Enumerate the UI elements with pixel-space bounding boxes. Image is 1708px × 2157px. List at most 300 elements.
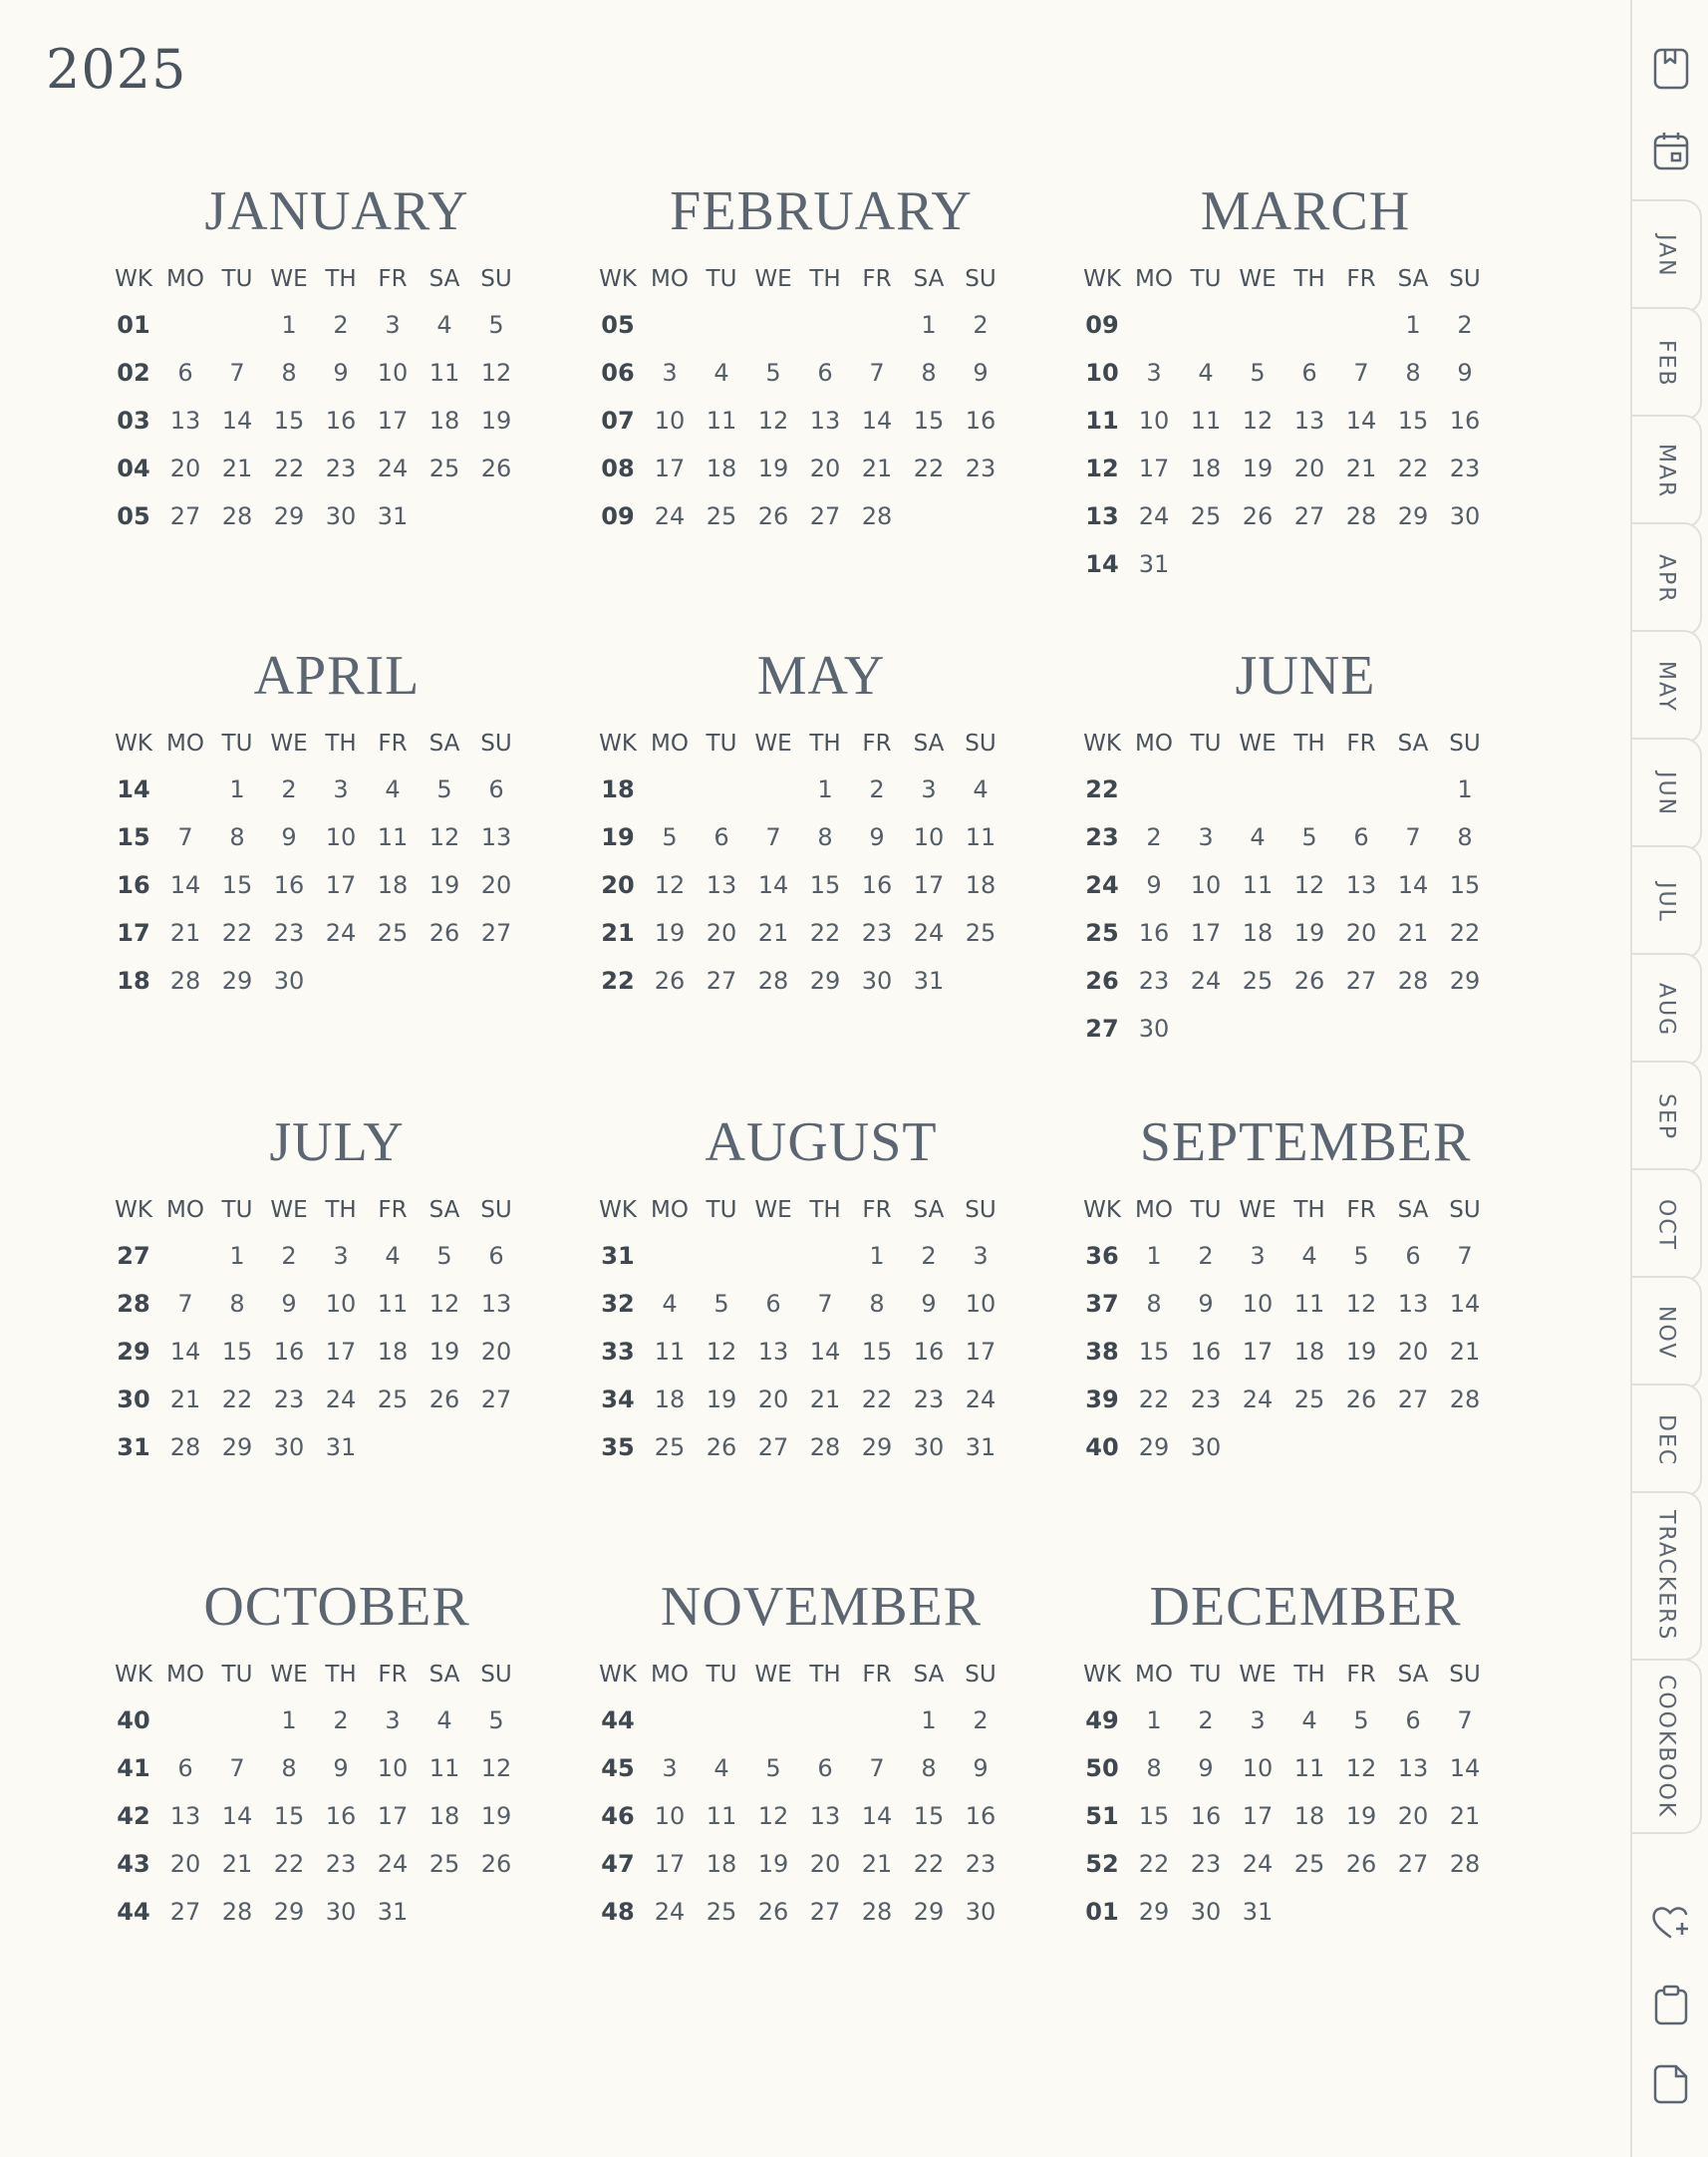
tab-cookbook[interactable]: [1632, 1659, 1702, 1834]
day-cell[interactable]: 1: [229, 1242, 245, 1270]
day-cell[interactable]: 18: [1293, 1802, 1325, 1830]
day-cell[interactable]: 1: [1146, 1706, 1162, 1734]
day-cell[interactable]: 12: [1345, 1290, 1377, 1318]
day-cell[interactable]: 23: [1449, 455, 1481, 482]
day-cell[interactable]: 19: [428, 1338, 460, 1366]
day-cell[interactable]: 24: [377, 1850, 409, 1878]
day-cell[interactable]: 23: [1190, 1386, 1222, 1413]
day-cell[interactable]: 28: [221, 502, 253, 530]
day-cell[interactable]: 14: [809, 1338, 841, 1366]
day-cell[interactable]: 9: [1198, 1754, 1214, 1782]
day-cell[interactable]: 17: [1190, 919, 1222, 947]
day-cell[interactable]: 29: [221, 967, 253, 995]
day-cell[interactable]: 5: [488, 1706, 504, 1734]
day-cell[interactable]: 19: [1242, 455, 1274, 482]
day-cell[interactable]: 5: [1353, 1242, 1369, 1270]
day-cell[interactable]: 3: [333, 775, 349, 803]
day-cell[interactable]: 26: [428, 919, 460, 947]
day-cell[interactable]: 3: [1250, 1706, 1266, 1734]
tab-trackers[interactable]: [1632, 1491, 1702, 1661]
day-cell[interactable]: 4: [436, 1706, 452, 1734]
day-cell[interactable]: 28: [757, 967, 789, 995]
day-cell[interactable]: 11: [1242, 871, 1274, 899]
day-cell[interactable]: 24: [1242, 1850, 1274, 1878]
day-cell[interactable]: 28: [861, 1898, 893, 1926]
day-cell[interactable]: 19: [706, 1386, 737, 1413]
day-cell[interactable]: 21: [1449, 1802, 1481, 1830]
day-cell[interactable]: 6: [817, 359, 833, 387]
day-cell[interactable]: 3: [662, 359, 678, 387]
day-cell[interactable]: 8: [1146, 1290, 1162, 1318]
day-cell[interactable]: 22: [221, 1386, 253, 1413]
day-cell[interactable]: 3: [662, 1754, 678, 1782]
day-cell[interactable]: 3: [385, 1706, 401, 1734]
day-cell[interactable]: 28: [1449, 1386, 1481, 1413]
day-cell[interactable]: 27: [480, 1386, 512, 1413]
day-cell[interactable]: 13: [706, 871, 737, 899]
day-cell[interactable]: 19: [654, 919, 686, 947]
day-cell[interactable]: 20: [757, 1386, 789, 1413]
day-cell[interactable]: 17: [1242, 1338, 1274, 1366]
day-cell[interactable]: 31: [377, 1898, 409, 1926]
day-cell[interactable]: 12: [757, 407, 789, 435]
day-cell[interactable]: 19: [1293, 919, 1325, 947]
day-cell[interactable]: 2: [973, 1706, 989, 1734]
day-cell[interactable]: 31: [377, 502, 409, 530]
day-cell[interactable]: 20: [480, 1338, 512, 1366]
day-cell[interactable]: 20: [706, 919, 737, 947]
day-cell[interactable]: 27: [809, 502, 841, 530]
day-cell[interactable]: 7: [869, 359, 885, 387]
day-cell[interactable]: 16: [325, 1802, 357, 1830]
day-cell[interactable]: 22: [913, 455, 945, 482]
day-cell[interactable]: 17: [1138, 455, 1170, 482]
day-cell[interactable]: 12: [480, 359, 512, 387]
day-cell[interactable]: 6: [1405, 1242, 1421, 1270]
day-cell[interactable]: 16: [1138, 919, 1170, 947]
tab-sep[interactable]: [1632, 1061, 1702, 1174]
day-cell[interactable]: 7: [177, 823, 193, 851]
day-cell[interactable]: 7: [869, 1754, 885, 1782]
day-cell[interactable]: 14: [861, 1802, 893, 1830]
day-cell[interactable]: 27: [1345, 967, 1377, 995]
day-cell[interactable]: 4: [1301, 1706, 1317, 1734]
day-cell[interactable]: 29: [913, 1898, 945, 1926]
day-cell[interactable]: 8: [921, 1754, 937, 1782]
day-cell[interactable]: 21: [809, 1386, 841, 1413]
day-cell[interactable]: 28: [861, 502, 893, 530]
day-cell[interactable]: 3: [333, 1242, 349, 1270]
day-cell[interactable]: 4: [973, 775, 989, 803]
day-cell[interactable]: 13: [1397, 1754, 1429, 1782]
tab-jan[interactable]: [1632, 199, 1702, 313]
day-cell[interactable]: 24: [965, 1386, 996, 1413]
day-cell[interactable]: 21: [1397, 919, 1429, 947]
day-cell[interactable]: 9: [921, 1290, 937, 1318]
day-cell[interactable]: 16: [273, 1338, 305, 1366]
bookmark-icon[interactable]: [1650, 48, 1692, 90]
day-cell[interactable]: 6: [713, 823, 729, 851]
day-cell[interactable]: 8: [229, 1290, 245, 1318]
day-cell[interactable]: 8: [229, 823, 245, 851]
day-cell[interactable]: 11: [428, 359, 460, 387]
day-cell[interactable]: 6: [488, 775, 504, 803]
day-cell[interactable]: 9: [1146, 871, 1162, 899]
day-cell[interactable]: 15: [913, 407, 945, 435]
day-cell[interactable]: 31: [913, 967, 945, 995]
day-cell[interactable]: 9: [973, 1754, 989, 1782]
day-cell[interactable]: 23: [913, 1386, 945, 1413]
day-cell[interactable]: 15: [273, 1802, 305, 1830]
day-cell[interactable]: 23: [325, 455, 357, 482]
day-cell[interactable]: 4: [713, 359, 729, 387]
day-cell[interactable]: 15: [221, 871, 253, 899]
day-cell[interactable]: 13: [757, 1338, 789, 1366]
day-cell[interactable]: 5: [488, 311, 504, 339]
day-cell[interactable]: 24: [1190, 967, 1222, 995]
day-cell[interactable]: 24: [325, 919, 357, 947]
day-cell[interactable]: 10: [654, 407, 686, 435]
day-cell[interactable]: 4: [662, 1290, 678, 1318]
day-cell[interactable]: 6: [488, 1242, 504, 1270]
day-cell[interactable]: 20: [1345, 919, 1377, 947]
day-cell[interactable]: 16: [965, 407, 996, 435]
day-cell[interactable]: 2: [1198, 1706, 1214, 1734]
day-cell[interactable]: 10: [1242, 1290, 1274, 1318]
day-cell[interactable]: 19: [757, 1850, 789, 1878]
day-cell[interactable]: 26: [480, 455, 512, 482]
day-cell[interactable]: 31: [1242, 1898, 1274, 1926]
day-cell[interactable]: 30: [913, 1433, 945, 1461]
day-cell[interactable]: 22: [1138, 1386, 1170, 1413]
day-cell[interactable]: 10: [325, 823, 357, 851]
day-cell[interactable]: 3: [973, 1242, 989, 1270]
day-cell[interactable]: 20: [1293, 455, 1325, 482]
day-cell[interactable]: 21: [757, 919, 789, 947]
day-cell[interactable]: 7: [765, 823, 781, 851]
day-cell[interactable]: 13: [1345, 871, 1377, 899]
day-cell[interactable]: 12: [480, 1754, 512, 1782]
day-cell[interactable]: 29: [809, 967, 841, 995]
day-cell[interactable]: 8: [1146, 1754, 1162, 1782]
day-cell[interactable]: 4: [385, 1242, 401, 1270]
day-cell[interactable]: 1: [1457, 775, 1473, 803]
day-cell[interactable]: 27: [169, 502, 201, 530]
day-cell[interactable]: 25: [706, 502, 737, 530]
day-cell[interactable]: 29: [221, 1433, 253, 1461]
day-cell[interactable]: 30: [861, 967, 893, 995]
day-cell[interactable]: 23: [1190, 1850, 1222, 1878]
day-cell[interactable]: 26: [428, 1386, 460, 1413]
heart-plus-icon[interactable]: [1650, 1902, 1692, 1944]
day-cell[interactable]: 11: [377, 823, 409, 851]
day-cell[interactable]: 12: [428, 1290, 460, 1318]
day-cell[interactable]: 26: [480, 1850, 512, 1878]
day-cell[interactable]: 8: [1405, 359, 1421, 387]
day-cell[interactable]: 26: [706, 1433, 737, 1461]
day-cell[interactable]: 14: [1449, 1754, 1481, 1782]
day-cell[interactable]: 14: [1345, 407, 1377, 435]
day-cell[interactable]: 1: [1405, 311, 1421, 339]
day-cell[interactable]: 5: [1301, 823, 1317, 851]
day-cell[interactable]: 26: [1345, 1386, 1377, 1413]
day-cell[interactable]: 24: [325, 1386, 357, 1413]
day-cell[interactable]: 3: [1250, 1242, 1266, 1270]
day-cell[interactable]: 15: [809, 871, 841, 899]
day-cell[interactable]: 30: [965, 1898, 996, 1926]
day-cell[interactable]: 13: [809, 407, 841, 435]
day-cell[interactable]: 15: [1397, 407, 1429, 435]
day-cell[interactable]: 30: [1190, 1898, 1222, 1926]
day-cell[interactable]: 30: [273, 1433, 305, 1461]
day-cell[interactable]: 25: [1242, 967, 1274, 995]
day-cell[interactable]: 4: [385, 775, 401, 803]
day-cell[interactable]: 22: [273, 455, 305, 482]
day-cell[interactable]: 19: [1345, 1338, 1377, 1366]
day-cell[interactable]: 25: [428, 455, 460, 482]
tab-mar[interactable]: [1632, 415, 1702, 528]
day-cell[interactable]: 5: [662, 823, 678, 851]
day-cell[interactable]: 25: [428, 1850, 460, 1878]
day-cell[interactable]: 29: [861, 1433, 893, 1461]
day-cell[interactable]: 24: [1138, 502, 1170, 530]
day-cell[interactable]: 18: [428, 407, 460, 435]
day-cell[interactable]: 2: [1457, 311, 1473, 339]
day-cell[interactable]: 19: [757, 455, 789, 482]
day-cell[interactable]: 17: [377, 1802, 409, 1830]
day-cell[interactable]: 19: [480, 407, 512, 435]
day-cell[interactable]: 1: [229, 775, 245, 803]
day-cell[interactable]: 3: [921, 775, 937, 803]
calendar-icon[interactable]: [1650, 130, 1692, 171]
day-cell[interactable]: 5: [436, 1242, 452, 1270]
day-cell[interactable]: 10: [1138, 407, 1170, 435]
day-cell[interactable]: 28: [1345, 502, 1377, 530]
day-cell[interactable]: 27: [706, 967, 737, 995]
day-cell[interactable]: 4: [436, 311, 452, 339]
day-cell[interactable]: 11: [654, 1338, 686, 1366]
day-cell[interactable]: 11: [965, 823, 996, 851]
day-cell[interactable]: 17: [654, 1850, 686, 1878]
day-cell[interactable]: 12: [428, 823, 460, 851]
day-cell[interactable]: 20: [1397, 1338, 1429, 1366]
day-cell[interactable]: 15: [1138, 1802, 1170, 1830]
day-cell[interactable]: 11: [1293, 1754, 1325, 1782]
day-cell[interactable]: 20: [480, 871, 512, 899]
tab-apr[interactable]: [1632, 522, 1702, 636]
day-cell[interactable]: 12: [706, 1338, 737, 1366]
day-cell[interactable]: 8: [281, 1754, 297, 1782]
day-cell[interactable]: 13: [1293, 407, 1325, 435]
tab-feb[interactable]: [1632, 307, 1702, 421]
day-cell[interactable]: 11: [377, 1290, 409, 1318]
day-cell[interactable]: 25: [377, 919, 409, 947]
day-cell[interactable]: 13: [169, 407, 201, 435]
day-cell[interactable]: 17: [1242, 1802, 1274, 1830]
day-cell[interactable]: 23: [965, 1850, 996, 1878]
day-cell[interactable]: 2: [333, 311, 349, 339]
day-cell[interactable]: 10: [1242, 1754, 1274, 1782]
day-cell[interactable]: 14: [221, 407, 253, 435]
day-cell[interactable]: 29: [273, 1898, 305, 1926]
day-cell[interactable]: 15: [221, 1338, 253, 1366]
day-cell[interactable]: 4: [1198, 359, 1214, 387]
day-cell[interactable]: 7: [817, 1290, 833, 1318]
day-cell[interactable]: 9: [973, 359, 989, 387]
day-cell[interactable]: 14: [169, 871, 201, 899]
day-cell[interactable]: 7: [1353, 359, 1369, 387]
day-cell[interactable]: 23: [965, 455, 996, 482]
day-cell[interactable]: 13: [480, 823, 512, 851]
day-cell[interactable]: 20: [809, 1850, 841, 1878]
tab-dec[interactable]: [1632, 1384, 1702, 1497]
day-cell[interactable]: 18: [654, 1386, 686, 1413]
day-cell[interactable]: 2: [869, 775, 885, 803]
day-cell[interactable]: 19: [428, 871, 460, 899]
day-cell[interactable]: 3: [385, 311, 401, 339]
day-cell[interactable]: 5: [765, 1754, 781, 1782]
day-cell[interactable]: 10: [377, 359, 409, 387]
day-cell[interactable]: 7: [1457, 1706, 1473, 1734]
day-cell[interactable]: 29: [273, 502, 305, 530]
day-cell[interactable]: 29: [1138, 1898, 1170, 1926]
day-cell[interactable]: 1: [921, 1706, 937, 1734]
day-cell[interactable]: 16: [965, 1802, 996, 1830]
day-cell[interactable]: 10: [654, 1802, 686, 1830]
day-cell[interactable]: 26: [757, 502, 789, 530]
day-cell[interactable]: 10: [377, 1754, 409, 1782]
clipboard-icon[interactable]: [1650, 1984, 1692, 2025]
day-cell[interactable]: 20: [169, 1850, 201, 1878]
day-cell[interactable]: 20: [169, 455, 201, 482]
day-cell[interactable]: 27: [1397, 1850, 1429, 1878]
day-cell[interactable]: 13: [480, 1290, 512, 1318]
day-cell[interactable]: 26: [1242, 502, 1274, 530]
day-cell[interactable]: 16: [325, 407, 357, 435]
day-cell[interactable]: 25: [1293, 1386, 1325, 1413]
day-cell[interactable]: 30: [325, 1898, 357, 1926]
day-cell[interactable]: 27: [1293, 502, 1325, 530]
day-cell[interactable]: 24: [913, 919, 945, 947]
day-cell[interactable]: 6: [1405, 1706, 1421, 1734]
day-cell[interactable]: 23: [325, 1850, 357, 1878]
day-cell[interactable]: 18: [706, 455, 737, 482]
day-cell[interactable]: 28: [809, 1433, 841, 1461]
day-cell[interactable]: 25: [965, 919, 996, 947]
day-cell[interactable]: 27: [480, 919, 512, 947]
day-cell[interactable]: 21: [1449, 1338, 1481, 1366]
day-cell[interactable]: 24: [1242, 1386, 1274, 1413]
day-cell[interactable]: 21: [221, 455, 253, 482]
day-cell[interactable]: 17: [325, 1338, 357, 1366]
day-cell[interactable]: 6: [177, 1754, 193, 1782]
day-cell[interactable]: 9: [281, 1290, 297, 1318]
day-cell[interactable]: 11: [1293, 1290, 1325, 1318]
day-cell[interactable]: 14: [861, 407, 893, 435]
day-cell[interactable]: 26: [757, 1898, 789, 1926]
day-cell[interactable]: 26: [654, 967, 686, 995]
day-cell[interactable]: 28: [1449, 1850, 1481, 1878]
day-cell[interactable]: 5: [713, 1290, 729, 1318]
day-cell[interactable]: 9: [333, 1754, 349, 1782]
day-cell[interactable]: 14: [757, 871, 789, 899]
day-cell[interactable]: 2: [1146, 823, 1162, 851]
day-cell[interactable]: 31: [325, 1433, 357, 1461]
day-cell[interactable]: 9: [333, 359, 349, 387]
day-cell[interactable]: 7: [1405, 823, 1421, 851]
day-cell[interactable]: 25: [377, 1386, 409, 1413]
day-cell[interactable]: 12: [757, 1802, 789, 1830]
day-cell[interactable]: 5: [765, 359, 781, 387]
day-cell[interactable]: 16: [913, 1338, 945, 1366]
day-cell[interactable]: 8: [921, 359, 937, 387]
day-cell[interactable]: 14: [169, 1338, 201, 1366]
day-cell[interactable]: 1: [921, 311, 937, 339]
day-cell[interactable]: 18: [1293, 1338, 1325, 1366]
day-cell[interactable]: 7: [177, 1290, 193, 1318]
day-cell[interactable]: 19: [1345, 1802, 1377, 1830]
day-cell[interactable]: 6: [1353, 823, 1369, 851]
day-cell[interactable]: 9: [281, 823, 297, 851]
day-cell[interactable]: 13: [169, 1802, 201, 1830]
day-cell[interactable]: 15: [913, 1802, 945, 1830]
day-cell[interactable]: 30: [273, 967, 305, 995]
day-cell[interactable]: 31: [1138, 550, 1170, 578]
day-cell[interactable]: 2: [1198, 1242, 1214, 1270]
day-cell[interactable]: 12: [654, 871, 686, 899]
day-cell[interactable]: 1: [1146, 1242, 1162, 1270]
day-cell[interactable]: 23: [273, 1386, 305, 1413]
day-cell[interactable]: 4: [1301, 1242, 1317, 1270]
day-cell[interactable]: 5: [1250, 359, 1266, 387]
day-cell[interactable]: 30: [325, 502, 357, 530]
day-cell[interactable]: 20: [1397, 1802, 1429, 1830]
day-cell[interactable]: 30: [1190, 1433, 1222, 1461]
day-cell[interactable]: 6: [1301, 359, 1317, 387]
day-cell[interactable]: 16: [1190, 1338, 1222, 1366]
day-cell[interactable]: 2: [973, 311, 989, 339]
day-cell[interactable]: 10: [325, 1290, 357, 1318]
day-cell[interactable]: 17: [377, 407, 409, 435]
day-cell[interactable]: 18: [428, 1802, 460, 1830]
day-cell[interactable]: 8: [1457, 823, 1473, 851]
day-cell[interactable]: 21: [169, 919, 201, 947]
day-cell[interactable]: 29: [1449, 967, 1481, 995]
day-cell[interactable]: 28: [169, 1433, 201, 1461]
day-cell[interactable]: 21: [169, 1386, 201, 1413]
tab-nov[interactable]: [1632, 1276, 1702, 1389]
day-cell[interactable]: 3: [1146, 359, 1162, 387]
day-cell[interactable]: 4: [713, 1754, 729, 1782]
day-cell[interactable]: 23: [861, 919, 893, 947]
day-cell[interactable]: 8: [817, 823, 833, 851]
day-cell[interactable]: 24: [654, 502, 686, 530]
day-cell[interactable]: 21: [221, 1850, 253, 1878]
day-cell[interactable]: 14: [221, 1802, 253, 1830]
day-cell[interactable]: 23: [1138, 967, 1170, 995]
day-cell[interactable]: 25: [654, 1433, 686, 1461]
day-cell[interactable]: 27: [757, 1433, 789, 1461]
day-cell[interactable]: 28: [1397, 967, 1429, 995]
day-cell[interactable]: 29: [1138, 1433, 1170, 1461]
day-cell[interactable]: 22: [809, 919, 841, 947]
day-cell[interactable]: 14: [1449, 1290, 1481, 1318]
day-cell[interactable]: 18: [1190, 455, 1222, 482]
tab-aug[interactable]: [1632, 953, 1702, 1067]
day-cell[interactable]: 2: [921, 1242, 937, 1270]
day-cell[interactable]: 29: [1397, 502, 1429, 530]
day-cell[interactable]: 6: [177, 359, 193, 387]
